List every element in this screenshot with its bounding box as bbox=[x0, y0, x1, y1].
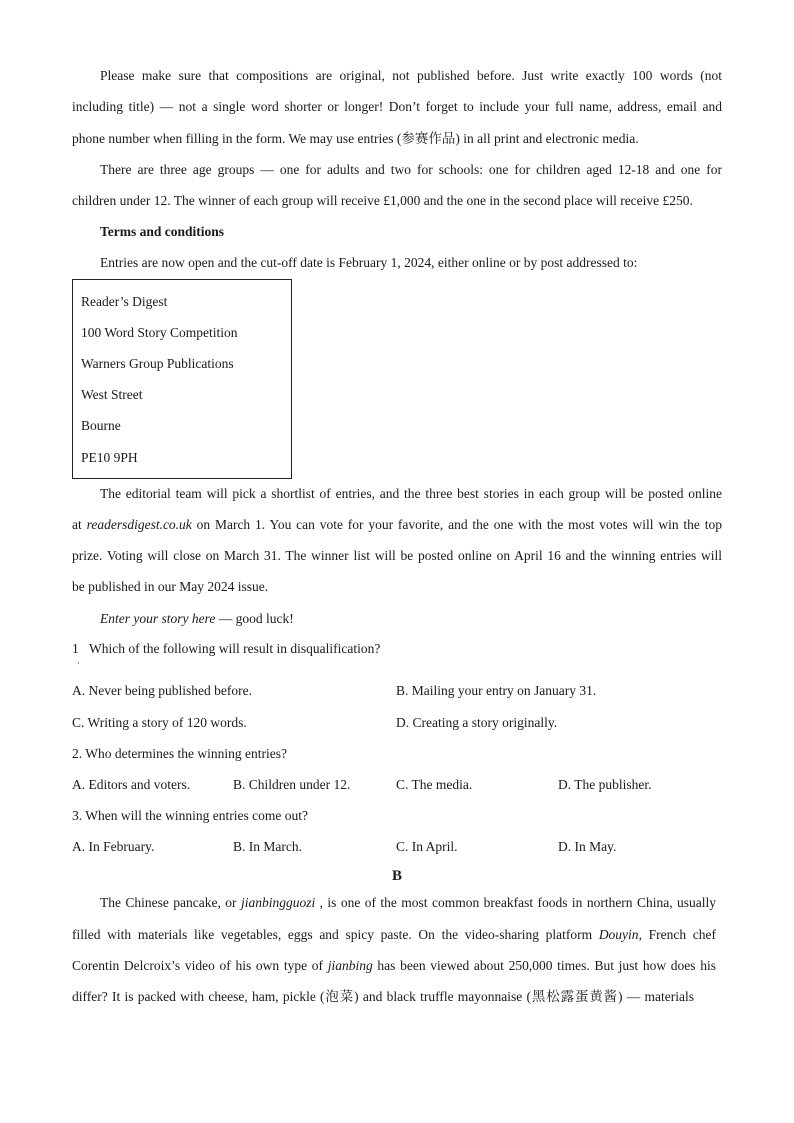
paragraph-line: prize. Voting will close on March 31. The winner list will be posted online on April 16 and the winning entries will bbox=[72, 548, 722, 563]
question-line bbox=[72, 808, 308, 824]
paragraph-line bbox=[72, 958, 716, 974]
paragraph-line: Please make sure that compositions are original, not published before. Just write exactly 100 words (not bbox=[100, 68, 722, 83]
address-line: Reader’s Digest bbox=[81, 294, 168, 309]
italic-term: Douyin bbox=[598, 927, 639, 942]
answer-option: A. In February. bbox=[72, 839, 155, 854]
question-stem: When will the winning entries come out? bbox=[85, 808, 308, 823]
text-span: has been viewed about 250,000 times. But just how does his bbox=[372, 958, 716, 973]
paragraph-line: be published in our May 2024 issue. bbox=[72, 579, 269, 594]
text-span: , is one of the most common breakfast foods in northern China, usually bbox=[315, 895, 716, 910]
text-span: Corentin Delcroix’s video of his own type of bbox=[72, 958, 328, 973]
website-link-text: readersdigest.co.uk bbox=[86, 517, 192, 532]
section-b-title: B bbox=[391, 868, 402, 884]
answer-option: B. In March. bbox=[233, 839, 302, 854]
answer-option: A. Never being published before. bbox=[72, 683, 252, 698]
paragraph-line: The editorial team will pick a shortlist of entries, and the three best stories in each group will be posted online bbox=[100, 486, 722, 501]
text-span: at bbox=[72, 517, 87, 532]
question-stem: Who determines the winning entries? bbox=[85, 746, 287, 761]
closing-line bbox=[100, 611, 294, 627]
paragraph-line: phone number when filling in the form. We may use entries (参赛作品) in all print and electronic media. bbox=[72, 131, 639, 146]
address-line: Warners Group Publications bbox=[81, 356, 234, 371]
closing-italic: Enter your story here bbox=[100, 611, 216, 626]
paragraph-line: differ? It is packed with cheese, ham, pickle (泡菜) and black truffle mayonnaise (黑松露蛋黄酱) — materials bbox=[72, 989, 694, 1004]
address-box bbox=[72, 279, 292, 479]
paragraph-line bbox=[100, 895, 716, 911]
italic-term: jianbing bbox=[327, 958, 373, 973]
paragraph-line: children under 12. The winner of each group will receive £1,000 and the one in the second place will receive £250. bbox=[72, 193, 693, 208]
answer-option: B. Mailing your entry on January 31. bbox=[396, 683, 597, 698]
question-stem: Which of the following will result in disqualification? bbox=[89, 641, 381, 656]
question-line bbox=[72, 746, 287, 762]
paragraph-line bbox=[72, 927, 716, 943]
question-number: 2. bbox=[72, 746, 83, 761]
address-line: 100 Word Story Competition bbox=[81, 325, 238, 340]
section-heading: Terms and conditions bbox=[100, 224, 225, 239]
paragraph-line bbox=[72, 517, 722, 533]
stray-dot: · bbox=[77, 658, 80, 668]
answer-option: D. Creating a story originally. bbox=[396, 715, 558, 730]
answer-option: D. In May. bbox=[558, 839, 617, 854]
italic-term: jianbingguozi bbox=[240, 895, 316, 910]
answer-option: C. In April. bbox=[396, 839, 458, 854]
address-line: PE10 9PH bbox=[81, 450, 138, 465]
answer-option: C. The media. bbox=[396, 777, 473, 792]
text-span: , French chef bbox=[638, 927, 716, 942]
text-span: filled with materials like vegetables, eggs and spicy paste. On the video-sharing platform bbox=[72, 927, 599, 942]
answer-option: A. Editors and voters. bbox=[72, 777, 191, 792]
address-line: West Street bbox=[81, 387, 143, 402]
answer-option: D. The publisher. bbox=[558, 777, 652, 792]
answer-option: C. Writing a story of 120 words. bbox=[72, 715, 247, 730]
question-number: 1 bbox=[72, 641, 79, 656]
answer-option: B. Children under 12. bbox=[233, 777, 351, 792]
text-span: on March 1. You can vote for your favorite, and the one with the most votes will win the top bbox=[191, 517, 722, 532]
paragraph-line: There are three age groups — one for adults and two for schools: one for children aged 12-18 and one for bbox=[100, 162, 722, 177]
question-number: 3. bbox=[72, 808, 83, 823]
address-line: Bourne bbox=[81, 418, 121, 433]
closing-rest: — good luck! bbox=[215, 611, 294, 626]
paragraph-line: including title) — not a single word shorter or longer! Don’t forget to include your full name, address, email and bbox=[72, 99, 722, 114]
paragraph-line: Entries are now open and the cut-off date is February 1, 2024, either online or by post addressed to: bbox=[100, 255, 638, 270]
text-span: The Chinese pancake, or bbox=[100, 895, 241, 910]
